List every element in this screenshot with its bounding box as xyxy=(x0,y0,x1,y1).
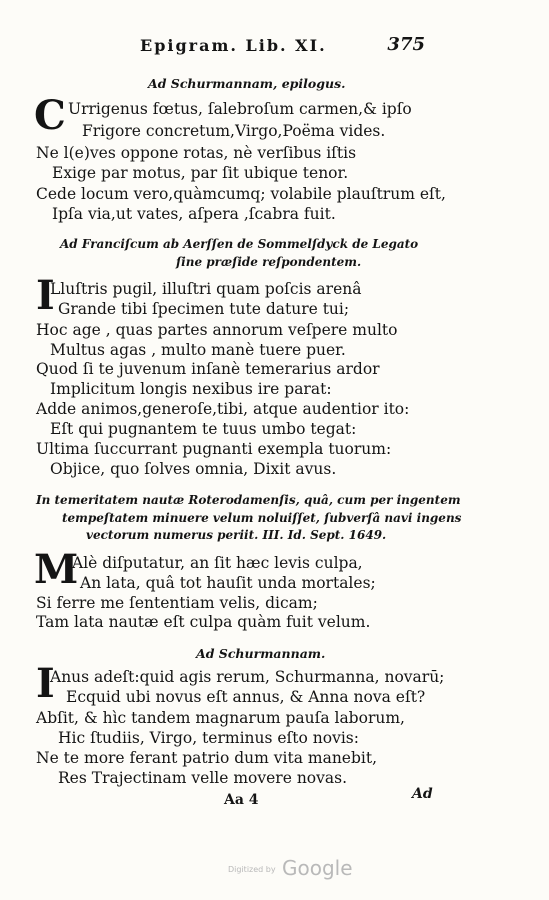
signature-mark: Aa 4 xyxy=(224,792,259,808)
watermark-brand: Google xyxy=(281,856,353,880)
verse-line: Implicitum longis nexibus ire parat: xyxy=(50,380,332,398)
verse-line: Hic ſtudiis, Virgo, terminus eſto novis: xyxy=(58,729,359,747)
verse-line: Grande tibi ſpecimen tute dature tui; xyxy=(58,300,350,318)
verse-line: Tam lata nautæ eſt culpa quàm fuit velum. xyxy=(36,613,371,631)
verse-line: Ne te more ferant patrio dum vita manebit, xyxy=(36,749,378,767)
poem-title: Ad Franciſcum ab Aerſſen de Sommelſdyck de Legato xyxy=(60,237,419,251)
verse-line: Ecquid ubi novus eſt annus, & Anna nova eſt? xyxy=(66,688,426,706)
verse-line: Multus agas , multo manè tuere puer. xyxy=(50,341,346,359)
verse-line: Eſt qui pugnantem te tuus umbo tegat: xyxy=(50,420,357,438)
verse-line: Adde animos,generoſe,tibi, atque audentior ito: xyxy=(36,400,410,418)
catchword: Ad xyxy=(412,786,433,802)
poem-title: Ad Schurmannam. xyxy=(196,646,326,661)
drop-cap: C xyxy=(34,92,66,139)
poem-title: Ad Schurmannam, epilogus. xyxy=(148,76,346,91)
verse-line: Ultima ſuccurrant pugnanti exempla tuorum: xyxy=(36,440,392,458)
verse-line: Hoc age , quas partes annorum veſpere multo xyxy=(36,321,398,339)
drop-cap: M xyxy=(34,546,79,593)
verse-line: Res Trajectinam velle movere novas. xyxy=(58,769,348,787)
google-watermark xyxy=(228,856,353,880)
poem-title: vectorum numerus periit. III. Id. Sept. 1649. xyxy=(86,528,387,542)
verse-line: Cede locum vero,quàmcumq; volabile plauſtrum eſt, xyxy=(36,185,446,203)
verse-line: Frigore concretum,Virgo,Poëma vides. xyxy=(82,122,386,140)
verse-line: Urrigenus fœtus, ſalebroſum carmen,& ipſo xyxy=(68,100,412,118)
page-number: 375 xyxy=(387,34,425,55)
verse-line: Lluſtris pugil, illuſtri quam poſcis arenâ xyxy=(50,280,362,298)
verse-line: Abſit, & hìc tandem magnarum pauſa laborum, xyxy=(36,709,405,727)
verse-line: Anus adeſt:quid agis rerum, Schurmanna, novarū; xyxy=(50,668,445,686)
poem-title: tempeſtatem minuere velum noluiſſet, ſubverſâ navi ingens xyxy=(62,511,462,525)
watermark-small-text: Digitized by xyxy=(228,865,276,874)
verse-line: Exige par motus, par ſit ubique tenor. xyxy=(52,164,349,182)
verse-line: Alè diſputatur, an ſit hæc levis culpa, xyxy=(72,554,363,572)
verse-line: Si ferre me ſententiam velis, dicam; xyxy=(36,594,318,612)
poem-title: ſine præſide reſpondentem. xyxy=(176,255,362,269)
running-header: Epigram. Lib. XI. xyxy=(140,36,327,55)
drop-cap: I xyxy=(36,660,55,707)
verse-line: Objice, quo ſolves omnia, Dixit avus. xyxy=(50,460,337,478)
poem-title: In temeritatem nautæ Roterodamenſis, quâ, cum per ingentem xyxy=(36,493,461,507)
verse-line: Quod ſi te juvenum inſanè temerarius ardor xyxy=(36,360,380,378)
verse-line: An lata, quâ tot hauſit unda mortales; xyxy=(80,574,376,592)
verse-line: Ipſa via,ut vates, aſpera ,ſcabra fuit. xyxy=(52,205,336,223)
verse-line: Ne l(e)ves oppone rotas, nè verſibus iſtis xyxy=(36,144,357,162)
drop-cap: I xyxy=(36,272,55,319)
